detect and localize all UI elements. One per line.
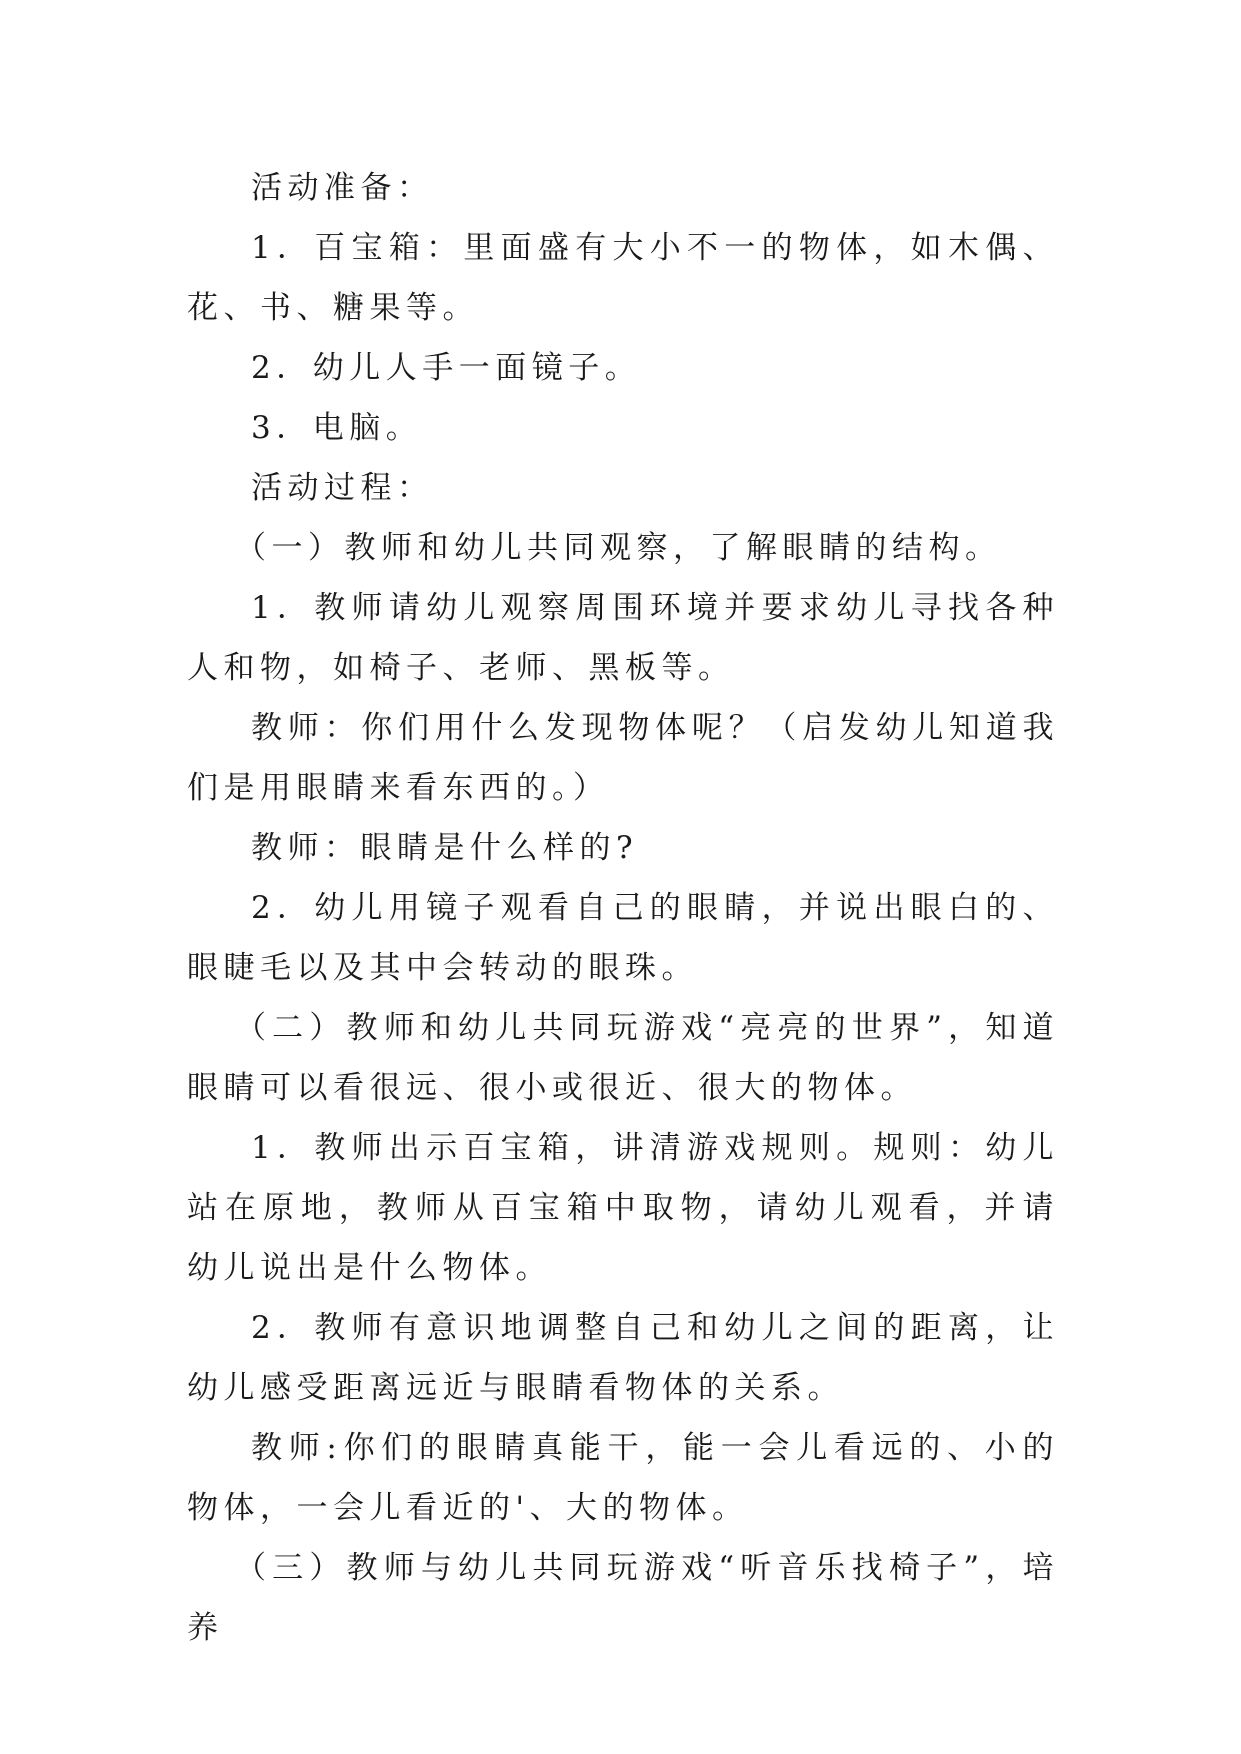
preparation-item-3: 3．电脑。 [251, 410, 423, 446]
process-part-3-heading: （三）教师与幼儿共同玩游戏“听音乐找椅子”，培养 [187, 1550, 1059, 1646]
section-heading-preparation: 活动准备： [251, 170, 434, 206]
teacher-dialogue-3: 教师:你们的眼睛真能干，能一会儿看远的、小的物体，一会儿看近的'、大的物体。 [187, 1430, 1059, 1526]
process-part-2-step-1: 1．教师出示百宝箱，讲清游戏规则。规则：幼儿站在原地，教师从百宝箱中取物，请幼儿观看，并请幼儿说出是什么物体。 [187, 1130, 1059, 1286]
process-part-2-heading: （二）教师和幼儿共同玩游戏“亮亮的世界”，知道眼睛可以看很远、很小或很近、很大的物体。 [187, 1010, 1059, 1106]
process-part-1-step-1: 1．教师请幼儿观察周围环境并要求幼儿寻找各种人和物，如椅子、老师、黑板等。 [187, 590, 1059, 686]
process-part-1-heading: （一）教师和幼儿共同观察，了解眼睛的结构。 [235, 530, 1002, 566]
section-heading-process: 活动过程： [251, 470, 434, 506]
teacher-dialogue-2: 教师：眼睛是什么样的? [251, 830, 639, 866]
document-body [187, 158, 1059, 1658]
process-part-1-step-2: 2．幼儿用镜子观看自己的眼睛，并说出眼白的、眼睫毛以及其中会转动的眼珠。 [187, 890, 1059, 986]
preparation-item-1: 1．百宝箱：里面盛有大小不一的物体，如木偶、花、书、糖果等。 [187, 230, 1059, 326]
process-part-2-step-2: 2．教师有意识地调整自己和幼儿之间的距离，让幼儿感受距离远近与眼睛看物体的关系。 [187, 1310, 1059, 1406]
teacher-dialogue-1: 教师：你们用什么发现物体呢？（启发幼儿知道我们是用眼睛来看东西的。） [187, 710, 1059, 806]
preparation-item-2: 2．幼儿人手一面镜子。 [251, 350, 642, 386]
